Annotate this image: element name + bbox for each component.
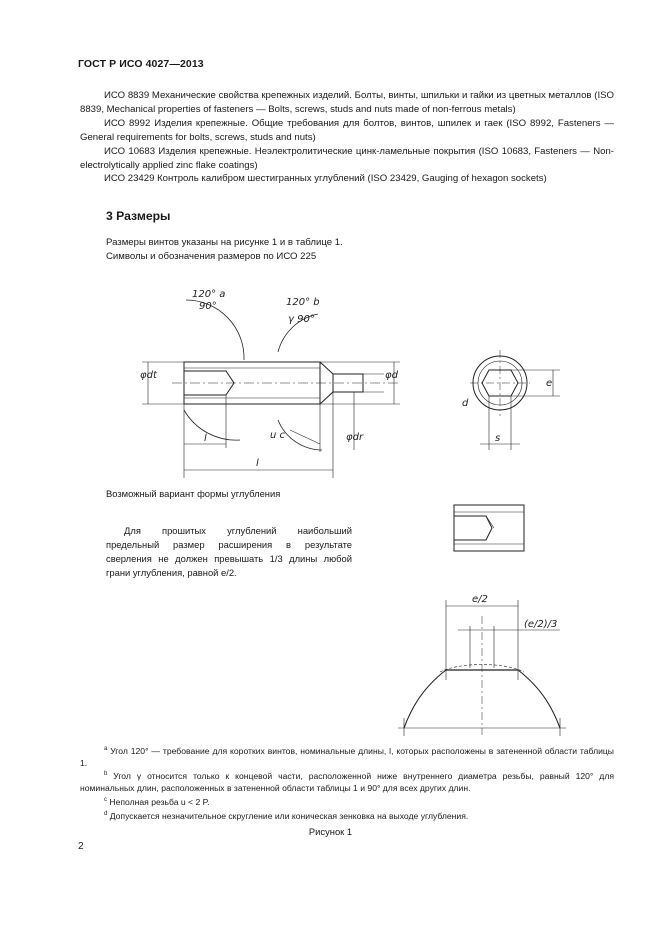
page-number: 2 xyxy=(78,841,84,852)
footnote-text: Угол 120° — требование для коротких винтов, номинальные длины, l, которых расположены в затененной области таблицы 1. xyxy=(80,745,614,768)
label-e2: e/2 xyxy=(472,594,488,605)
footnote-mark: d xyxy=(104,810,108,817)
label-angle-90: 90° xyxy=(199,301,217,312)
label-d: φd xyxy=(385,370,398,381)
intro-line: Размеры винтов указаны на рисунке 1 и в таблице 1. xyxy=(106,237,343,248)
footnote-item xyxy=(80,744,614,769)
variant-note xyxy=(106,524,352,580)
screw-side-view xyxy=(142,300,400,478)
socket-variant-view xyxy=(454,505,524,551)
footnote-text: Угол γ относится только к концевой части, расположенной ниже внутреннего диаметра резьбы, равный 120° для номинальных длин, расположенных в затененной области таблицы 1 и 90° для всех других длин. xyxy=(80,771,614,794)
page-header: ГОСТ Р ИСО 4027—2013 xyxy=(78,58,204,70)
label-e23: (e/2)/3 xyxy=(524,619,558,630)
label-angle-b: 120° b xyxy=(286,297,320,308)
footnote-item xyxy=(80,769,614,794)
label-angle-gamma: γ 90° xyxy=(288,314,315,325)
footnote-mark: a xyxy=(104,746,108,752)
screw-end-view xyxy=(470,350,560,450)
intro-line: Символы и обозначения размеров по ИСО 225 xyxy=(106,250,317,262)
variant-caption: Возможный вариант формы углубления xyxy=(106,488,281,499)
footnote-item xyxy=(80,809,614,823)
normative-references xyxy=(80,89,614,186)
label-u: u c xyxy=(270,430,286,441)
label-angle-a: 120° a xyxy=(192,289,226,300)
section-intro xyxy=(106,236,343,263)
figure-1-drawing xyxy=(60,265,620,745)
label-s: s xyxy=(495,433,501,444)
label-dr: φdr xyxy=(346,432,364,443)
label-l-big: l xyxy=(256,458,259,469)
label-e: e xyxy=(546,378,553,389)
reference-item: ИСО 10683 Изделия крепежные. Неэлектролитические цинк-ламельные покрытия (ISO 10683, Fasteners — Non-electrolytically applied zinc flake coatings) xyxy=(80,145,614,171)
footnote-text: Неполная резьба u < 2 P. xyxy=(109,796,210,807)
reference-item: ИСО 8839 Механические свойства крепежных изделий. Болты, винты, шпильки и гайки из цветных металлов (ISO 8839, Mechanical properties of fasteners — Bolts, screws, studs and nuts made of non-ferrous metals) xyxy=(80,90,614,115)
label-dt: φdt xyxy=(140,370,157,381)
variant-note-text: Для прошитых углублений наибольший предельный размер расширения в результате сверления не должен превышать 1/3 длины любой грани углубления, равной e/2. xyxy=(106,525,352,578)
footnote-mark: c xyxy=(104,796,107,803)
label-dmark: d xyxy=(462,398,469,409)
footnote-item xyxy=(80,795,614,809)
footnotes xyxy=(80,744,614,822)
footnote-mark: b xyxy=(104,771,108,778)
footnote-text: Допускается незначительное скругление или коническая зенковка на выходе углубления. xyxy=(109,810,469,821)
label-l-small: l xyxy=(204,433,207,444)
reference-item: ИСО 23429 Контроль калибром шестигранных углублений (ISO 23429, Gauging of hexagon sockets) xyxy=(104,173,547,185)
section-heading: 3 Размеры xyxy=(106,209,171,223)
figure-caption: Рисунок 1 xyxy=(308,826,353,837)
reference-item: ИСО 8992 Изделия крепежные. Общие требования для болтов, винтов, шпилек и гаек (ISO 8992, Fasteners — General requirements for bolts, screws, studs and nuts) xyxy=(80,117,614,143)
